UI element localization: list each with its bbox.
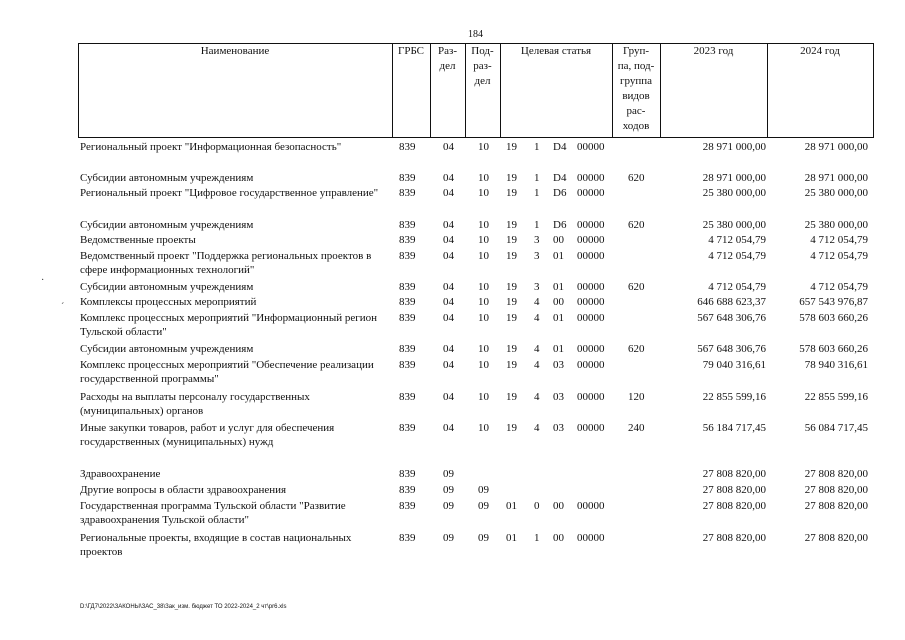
row-target-4: 00000 — [577, 219, 605, 231]
row-amount-2023: 4 712 054,79 — [708, 281, 766, 293]
row-razdel: 04 — [443, 187, 454, 199]
row-target-4: 00000 — [577, 172, 605, 184]
row-target-1: 19 — [506, 296, 517, 308]
row-target-4: 00000 — [577, 312, 605, 324]
row-grbs: 839 — [399, 359, 416, 371]
row-amount-2023: 25 380 000,00 — [702, 187, 766, 199]
row-amount-2024: 27 808 820,00 — [804, 532, 868, 544]
header-year-2024: 2024 год — [800, 45, 840, 57]
column-divider — [873, 43, 874, 137]
row-target-2: 4 — [534, 296, 540, 308]
row-amount-2024: 28 971 000,00 — [804, 141, 868, 153]
row-target-1: 19 — [506, 141, 517, 153]
row-grbs: 839 — [399, 250, 416, 262]
row-podrazdel: 10 — [478, 359, 489, 371]
row-amount-2024: 27 808 820,00 — [804, 484, 868, 496]
row-grbs: 839 — [399, 343, 416, 355]
row-target-4: 00000 — [577, 532, 605, 544]
row-amount-2024: 4 712 054,79 — [810, 250, 868, 262]
row-podrazdel: 10 — [478, 391, 489, 403]
row-amount-2023: 22 855 599,16 — [702, 391, 766, 403]
row-grbs: 839 — [399, 219, 416, 231]
row-target-2: 0 — [534, 500, 540, 512]
row-grbs: 839 — [399, 281, 416, 293]
row-target-2: 3 — [534, 234, 540, 246]
row-podrazdel: 10 — [478, 343, 489, 355]
row-target-4: 00000 — [577, 281, 605, 293]
row-podrazdel: 10 — [478, 141, 489, 153]
row-razdel: 04 — [443, 296, 454, 308]
row-target-2: 1 — [534, 141, 540, 153]
row-amount-2023: 27 808 820,00 — [702, 532, 766, 544]
row-name: Субсидии автономным учреждениям — [80, 281, 254, 293]
header-name: Наименование — [200, 45, 270, 57]
header-year-2023: 2023 год — [693, 45, 734, 57]
row-amount-2024: 657 543 976,87 — [799, 296, 868, 308]
row-name: Расходы на выплаты персоналу государственных (муниципальных) органов — [80, 391, 310, 417]
row-grbs: 839 — [399, 484, 416, 496]
page-number: 184 — [468, 29, 483, 40]
row-target-4: 00000 — [577, 422, 605, 434]
row-target-2: 3 — [534, 281, 540, 293]
row-target-4: 00000 — [577, 500, 605, 512]
row-expense-type: 620 — [628, 219, 645, 231]
row-grbs: 839 — [399, 468, 416, 480]
row-amount-2024: 27 808 820,00 — [804, 500, 868, 512]
row-razdel: 04 — [443, 391, 454, 403]
row-target-3: 03 — [553, 422, 564, 434]
row-razdel: 04 — [443, 219, 454, 231]
row-target-1: 19 — [506, 250, 517, 262]
row-name: Иные закупки товаров, работ и услуг для обеспечения государственных (муниципальных) нужд — [80, 422, 335, 448]
row-amount-2023: 646 688 623,37 — [697, 296, 766, 308]
row-expense-type: 240 — [628, 422, 645, 434]
row-target-2: 4 — [534, 391, 540, 403]
row-razdel: 04 — [443, 343, 454, 355]
row-amount-2023: 79 040 316,61 — [702, 359, 766, 371]
row-podrazdel: 10 — [478, 250, 489, 262]
row-grbs: 839 — [399, 172, 416, 184]
header-target-article: Целевая статья — [520, 45, 592, 57]
row-amount-2023: 28 971 000,00 — [702, 141, 766, 153]
row-grbs: 839 — [399, 312, 416, 324]
row-grbs: 839 — [399, 234, 416, 246]
row-razdel: 09 — [443, 484, 454, 496]
row-expense-type: 120 — [628, 391, 645, 403]
row-name: Субсидии автономным учреждениям — [80, 172, 254, 184]
row-podrazdel: 10 — [478, 219, 489, 231]
row-name: Региональный проект "Цифровое государственное управление" — [80, 187, 379, 199]
row-name: Субсидии автономным учреждениям — [80, 343, 254, 355]
row-target-3: 03 — [553, 391, 564, 403]
row-target-3: 00 — [553, 500, 564, 512]
row-razdel: 04 — [443, 422, 454, 434]
row-target-3: D6 — [553, 187, 567, 199]
row-target-4: 00000 — [577, 343, 605, 355]
header-podrazdel: Под- раз- дел — [471, 45, 494, 87]
row-target-4: 00000 — [577, 250, 605, 262]
row-razdel: 04 — [443, 281, 454, 293]
row-podrazdel: 10 — [478, 422, 489, 434]
row-podrazdel: 10 — [478, 281, 489, 293]
row-amount-2023: 25 380 000,00 — [702, 219, 766, 231]
row-razdel: 04 — [443, 359, 454, 371]
row-amount-2024: 25 380 000,00 — [804, 187, 868, 199]
row-target-1: 19 — [506, 234, 517, 246]
row-amount-2024: 4 712 054,79 — [810, 234, 868, 246]
row-amount-2023: 4 712 054,79 — [708, 234, 766, 246]
row-grbs: 839 — [399, 391, 416, 403]
row-podrazdel: 10 — [478, 312, 489, 324]
scan-mark: ˊ — [61, 302, 65, 313]
row-target-1: 01 — [506, 532, 517, 544]
row-target-2: 3 — [534, 250, 540, 262]
row-target-3: 01 — [553, 343, 564, 355]
row-target-3: D4 — [553, 172, 567, 184]
row-razdel: 09 — [443, 500, 454, 512]
row-razdel: 09 — [443, 532, 454, 544]
row-razdel: 04 — [443, 250, 454, 262]
row-expense-type: 620 — [628, 343, 645, 355]
row-razdel: 04 — [443, 172, 454, 184]
row-expense-type: 620 — [628, 281, 645, 293]
row-amount-2023: 567 648 306,76 — [697, 343, 766, 355]
row-target-1: 19 — [506, 281, 517, 293]
row-name: Ведомственные проекты — [80, 234, 196, 246]
row-amount-2024: 578 603 660,26 — [799, 343, 868, 355]
row-podrazdel: 09 — [478, 484, 489, 496]
row-name: Субсидии автономным учреждениям — [80, 219, 254, 231]
row-amount-2023: 27 808 820,00 — [702, 484, 766, 496]
row-name: Здравоохранение — [80, 468, 161, 480]
row-podrazdel: 10 — [478, 296, 489, 308]
row-target-1: 19 — [506, 172, 517, 184]
row-razdel: 04 — [443, 141, 454, 153]
row-target-2: 1 — [534, 187, 540, 199]
row-amount-2024: 22 855 599,16 — [804, 391, 868, 403]
header-razdel: Раз- дел — [437, 45, 457, 72]
row-target-3: 01 — [553, 312, 564, 324]
row-target-3: 01 — [553, 281, 564, 293]
row-target-1: 19 — [506, 422, 517, 434]
row-target-3: D4 — [553, 141, 567, 153]
header-expense-group: Груп- па, под- группа видов рас- ходов — [617, 45, 655, 132]
row-name: Комплексы процессных мероприятий — [80, 296, 257, 308]
row-target-2: 4 — [534, 422, 540, 434]
row-target-1: 19 — [506, 312, 517, 324]
row-grbs: 839 — [399, 296, 416, 308]
row-podrazdel: 09 — [478, 532, 489, 544]
row-amount-2023: 27 808 820,00 — [702, 468, 766, 480]
row-grbs: 839 — [399, 500, 416, 512]
file-path-footer: D:\ГД7\2022\ЗАКОНЫ\ЗАС_38\Зак_изм. бюджет ТО 2022-2024_2 чт\pr6.xls — [80, 604, 287, 610]
row-target-1: 01 — [506, 500, 517, 512]
row-target-1: 19 — [506, 359, 517, 371]
row-podrazdel: 09 — [478, 500, 489, 512]
row-target-3: 00 — [553, 234, 564, 246]
row-target-4: 00000 — [577, 187, 605, 199]
row-name: Региональный проект "Информационная безопасность" — [80, 141, 342, 153]
row-podrazdel: 10 — [478, 234, 489, 246]
row-amount-2023: 567 648 306,76 — [697, 312, 766, 324]
row-target-3: 01 — [553, 250, 564, 262]
row-amount-2023: 56 184 717,45 — [702, 422, 766, 434]
row-target-1: 19 — [506, 187, 517, 199]
row-grbs: 839 — [399, 141, 416, 153]
row-target-4: 00000 — [577, 234, 605, 246]
row-target-1: 19 — [506, 219, 517, 231]
row-amount-2023: 4 712 054,79 — [708, 250, 766, 262]
row-podrazdel: 10 — [478, 187, 489, 199]
row-target-2: 4 — [534, 343, 540, 355]
row-expense-type: 620 — [628, 172, 645, 184]
row-target-2: 1 — [534, 219, 540, 231]
row-podrazdel: 10 — [478, 172, 489, 184]
row-target-3: 03 — [553, 359, 564, 371]
row-razdel: 09 — [443, 468, 454, 480]
row-target-2: 1 — [534, 532, 540, 544]
row-amount-2024: 25 380 000,00 — [804, 219, 868, 231]
row-name: Государственная программа Тульской области "Развитие здравоохранения Тульской области" — [80, 500, 346, 526]
row-target-2: 4 — [534, 312, 540, 324]
row-razdel: 04 — [443, 234, 454, 246]
row-target-4: 00000 — [577, 296, 605, 308]
row-target-3: 00 — [553, 532, 564, 544]
row-amount-2024: 27 808 820,00 — [804, 468, 868, 480]
row-amount-2024: 28 971 000,00 — [804, 172, 868, 184]
row-name: Другие вопросы в области здравоохранения — [80, 484, 287, 496]
row-grbs: 839 — [399, 187, 416, 199]
row-name: Ведомственный проект "Поддержка региональных проектов в сфере информационных технологий" — [80, 250, 372, 276]
row-target-4: 00000 — [577, 391, 605, 403]
row-grbs: 839 — [399, 422, 416, 434]
row-amount-2023: 27 808 820,00 — [702, 500, 766, 512]
row-name: Региональные проекты, входящие в состав национальных проектов — [80, 532, 352, 558]
row-amount-2024: 4 712 054,79 — [810, 281, 868, 293]
header-bottom-rule — [78, 137, 874, 138]
header-grbs: ГРБС — [397, 45, 425, 57]
row-target-2: 1 — [534, 172, 540, 184]
row-name: Комплекс процессных мероприятий "Информационный регион Тульской области" — [80, 312, 378, 338]
row-amount-2024: 78 940 316,61 — [804, 359, 868, 371]
row-target-2: 4 — [534, 359, 540, 371]
row-target-4: 00000 — [577, 359, 605, 371]
row-amount-2024: 56 084 717,45 — [804, 422, 868, 434]
row-name: Комплекс процессных мероприятий "Обеспечение реализации государственной программы" — [80, 359, 374, 385]
row-grbs: 839 — [399, 532, 416, 544]
row-amount-2023: 28 971 000,00 — [702, 172, 766, 184]
row-razdel: 04 — [443, 312, 454, 324]
row-target-1: 19 — [506, 343, 517, 355]
row-amount-2024: 578 603 660,26 — [799, 312, 868, 324]
row-target-3: D6 — [553, 219, 567, 231]
scan-mark: · — [41, 275, 45, 286]
row-target-3: 00 — [553, 296, 564, 308]
row-target-1: 19 — [506, 391, 517, 403]
row-target-4: 00000 — [577, 141, 605, 153]
